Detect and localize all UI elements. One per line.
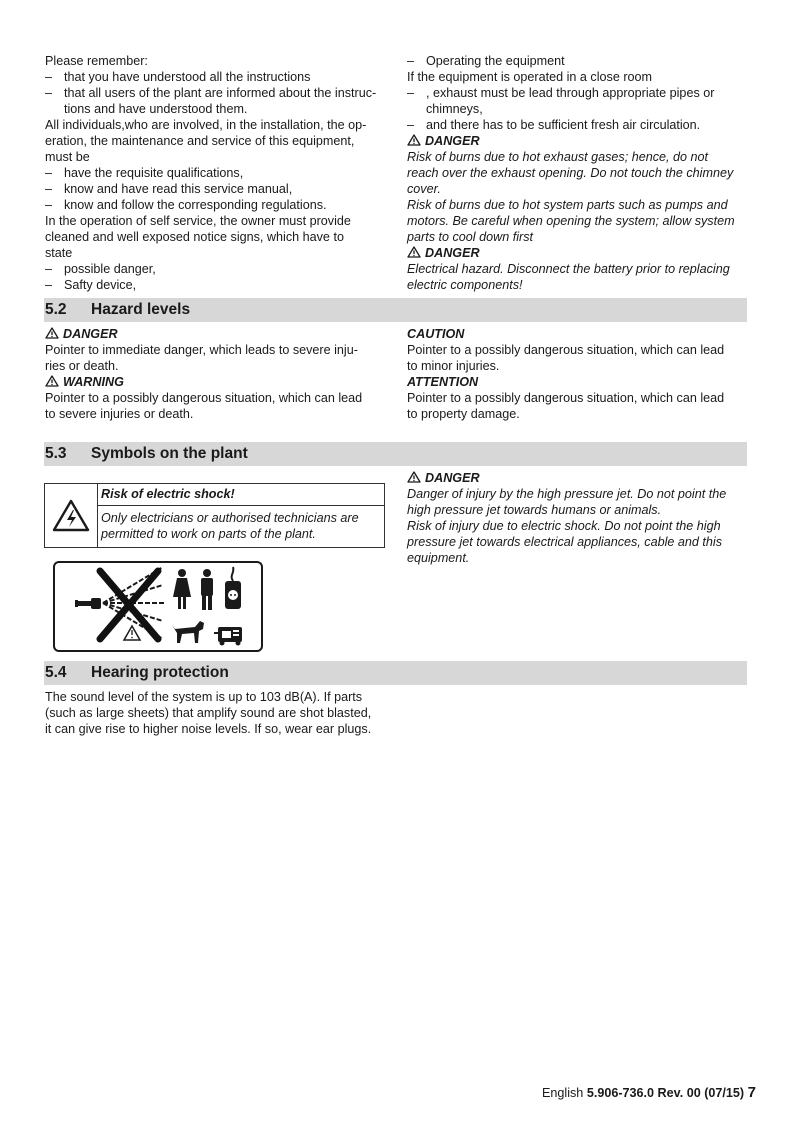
- warning-triangle-icon: [407, 471, 421, 483]
- woman-icon: [173, 569, 191, 609]
- paragraph-line: Pointer to a possibly dangerous situation, which can lead: [407, 343, 725, 357]
- paragraph-line: permitted to work on parts of the plant.: [101, 527, 316, 541]
- warning-triangle-icon: [45, 375, 59, 387]
- section-title: Hearing protection: [91, 664, 229, 681]
- list-item: – know and have read this service manual,: [45, 181, 390, 197]
- caution-label: CAUTION: [407, 327, 465, 341]
- list-item: – have the requisite qualifications,: [45, 165, 390, 181]
- list-item: – , exhaust must be lead through appropriate pipes or: [407, 85, 752, 101]
- hazard-levels-right: [407, 326, 752, 422]
- paragraph-line: Risk of injury due to electric shock. Do not point the high: [407, 519, 721, 533]
- paragraph-line: Only electricians or authorised technicians are: [101, 511, 359, 525]
- remember-heading: Please remember:: [45, 54, 148, 68]
- hazard-levels-left: [45, 326, 390, 422]
- danger-label: DANGER: [45, 326, 390, 342]
- paragraph-line: it can give rise to higher noise levels. If so, wear ear plugs.: [45, 722, 372, 736]
- warning-label: WARNING: [45, 374, 390, 390]
- warning-box-title: Risk of electric shock!: [98, 484, 384, 506]
- paragraph-line: electric components!: [407, 278, 523, 292]
- section-number: 5.3: [45, 445, 67, 462]
- paragraph-line: to severe injuries or death.: [45, 407, 194, 421]
- warning-triangle-icon: [45, 327, 59, 339]
- page-footer: [542, 1085, 756, 1101]
- paragraph-line: Danger of injury by the high pressure jet. Do not point the: [407, 487, 727, 501]
- paragraph-line: The sound level of the system is up to 103 dB(A). If parts: [45, 690, 363, 704]
- dog-icon: [172, 621, 204, 643]
- warning-triangle-icon: [407, 134, 421, 146]
- list-item: – and there has to be sufficient fresh air circulation.: [407, 117, 752, 133]
- section-number: 5.2: [45, 301, 67, 318]
- paragraph-line: pressure jet towards electrical appliances, cable and this: [407, 535, 723, 549]
- danger-label: DANGER: [407, 470, 752, 486]
- paragraph-line: cleaned and well exposed notice signs, which have to: [45, 230, 344, 244]
- section-title: Symbols on the plant: [91, 445, 248, 462]
- electric-shock-warning-icon: [45, 484, 98, 547]
- section-title: Hazard levels: [91, 301, 191, 318]
- prohibition-cross-icon: [100, 571, 158, 639]
- paragraph-line: equipment.: [407, 551, 470, 565]
- paragraph-line: cover.: [407, 182, 441, 196]
- page-number: 7: [747, 1084, 756, 1101]
- paragraph-line: Risk of burns due to hot exhaust gases; hence, do not: [407, 150, 709, 164]
- section-heading-5-4: [44, 661, 747, 685]
- electric-socket-icon: [225, 567, 241, 609]
- paragraph-line: must be: [45, 150, 90, 164]
- man-icon: [201, 569, 213, 610]
- footer-language: English: [542, 1086, 584, 1100]
- paragraph-line: (such as large sheets) that amplify sound are shot blasted,: [45, 706, 372, 720]
- hearing-protection-text: [45, 689, 390, 737]
- section-number: 5.4: [45, 664, 67, 681]
- equipment-icon: [214, 627, 242, 646]
- paragraph-line: motors. Be careful when opening the system; allow system: [407, 214, 735, 228]
- intro-left: [45, 53, 390, 293]
- paragraph-line: ries or death.: [45, 359, 119, 373]
- danger-label: DANGER: [407, 133, 752, 149]
- paragraph-line: high pressure jet towards humans or animals.: [407, 503, 662, 517]
- paragraph-line: eration, the maintenance and service of this equipment,: [45, 134, 355, 148]
- list-item: – Safty device,: [45, 277, 390, 293]
- warning-triangle-icon: [407, 246, 421, 258]
- list-item: – possible danger,: [45, 261, 390, 277]
- section-heading-5-3: [44, 442, 747, 466]
- warning-box-text: [98, 507, 384, 547]
- paragraph-line: to minor injuries.: [407, 359, 500, 373]
- paragraph-line: All individuals,who are involved, in the installation, the op-: [45, 118, 367, 132]
- footer-doc-number: 5.906-736.0 Rev. 00 (07/15): [586, 1086, 745, 1100]
- paragraph-line: Pointer to a possibly dangerous situation, which can lead: [45, 391, 363, 405]
- paragraph-line: Electrical hazard. Disconnect the battery prior to replacing: [407, 262, 730, 276]
- section-heading-5-2: [44, 298, 747, 322]
- list-item: – that you have understood all the instructions: [45, 69, 390, 85]
- nozzle-icon: [75, 598, 101, 609]
- list-item: – know and follow the corresponding regulations.: [45, 197, 390, 213]
- paragraph-line: reach over the exhaust opening. Do not touch the chimney: [407, 166, 734, 180]
- paragraph-line: parts to cool down first: [407, 230, 533, 244]
- danger-label: DANGER: [407, 245, 752, 261]
- paragraph-line: to property damage.: [407, 407, 520, 421]
- list-item-continuation: chimneys,: [426, 102, 483, 116]
- list-item: – Operating the equipment: [407, 53, 752, 69]
- paragraph-line: If the equipment is operated in a close room: [407, 70, 653, 84]
- pressure-jet-prohibition-sign: [53, 561, 263, 652]
- list-item: – that all users of the plant are informed about the instruc-: [45, 85, 390, 101]
- paragraph-line: In the operation of self service, the owner must provide: [45, 214, 351, 228]
- paragraph-line: Pointer to a possibly dangerous situation, which can lead: [407, 391, 725, 405]
- intro-right: [407, 53, 752, 293]
- paragraph-line: Risk of burns due to hot system parts such as pumps and: [407, 198, 728, 212]
- paragraph-line: state: [45, 246, 73, 260]
- list-item-continuation: tions and have understood them.: [64, 102, 248, 116]
- attention-label: ATTENTION: [407, 375, 479, 389]
- paragraph-line: Pointer to immediate danger, which leads to severe inju-: [45, 343, 358, 357]
- electric-shock-warning-box: [44, 483, 385, 548]
- symbols-right: [407, 470, 752, 566]
- warning-triangle-icon: [124, 626, 140, 640]
